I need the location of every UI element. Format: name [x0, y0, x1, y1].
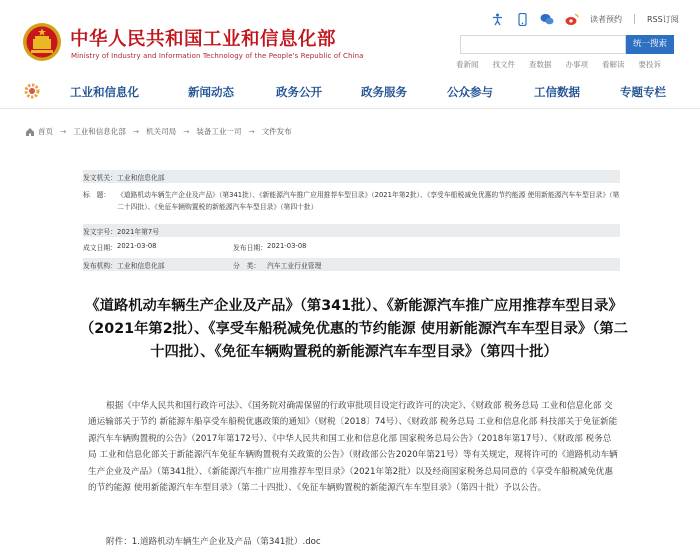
breadcrumb-separator: →	[132, 127, 140, 136]
nav-divider	[0, 108, 700, 109]
nav-item-data[interactable]: 工信数据	[534, 85, 580, 99]
breadcrumb-separator: →	[183, 127, 190, 136]
breadcrumb-current[interactable]: 文件发布	[261, 127, 292, 136]
accessibility-icon[interactable]	[490, 12, 504, 26]
nav-item-public-participation[interactable]: 公众参与	[447, 85, 493, 99]
meta-agency-cell	[83, 260, 233, 270]
quick-link[interactable]: 办事项	[565, 60, 588, 69]
meta-title: 《道路机动车辆生产企业及产品》（第341批）、《新能源汽车推广应用推荐车型目录》（2021年第2批）、《享受车船税减免优惠的节约能源 使用新能源汽车车型目录》（第二十四批）、《免征车辆购置税的新能源汽车车型目录》（第四十批）	[117, 191, 620, 211]
meta-row-dates	[83, 237, 620, 258]
home-gear-icon[interactable]	[22, 81, 42, 101]
nav-item-services[interactable]: 政务服务	[361, 85, 407, 99]
home-icon	[25, 127, 35, 137]
breadcrumb-link[interactable]: 机关司局	[146, 127, 177, 136]
quick-link[interactable]: 要投诉	[638, 60, 661, 69]
mobile-icon[interactable]	[515, 12, 529, 26]
nav-item-topics[interactable]: 专题专栏	[620, 85, 666, 99]
quick-link[interactable]: 看解读	[602, 60, 625, 69]
quick-link[interactable]: 看新闻	[456, 60, 479, 69]
nav-item-industry[interactable]: 工业和信息化	[70, 85, 139, 99]
article-body: 根据《中华人民共和国行政许可法》、《国务院对确需保留的行政审批项目设定行政许可的决定》、《财政部 税务总局 工业和信息化部 交通运输部关于节约 新能源车船享受车船税优惠政策的通知》（财税〔2018〕74号）、《财政部 税务总局 工业和信息化部 科技部关于免征新能源汽车车辆购置税的公告》（2017年第172号）、《中华人民共和国工业和信息化部 国家税务总局公告》（2018年第17号）、《财政部 税务总局 工业和信息化部关于新能源汽车免征车辆购置税有关政策的公告》（财政部公告2020年第21号）等有关规定，现将许可的《道路机动车辆生产企业及产品》（第341批）、《新能源汽车推广应用推荐车型目录》（2021年第2批）以及经商国家税务总局同意的《享受车船税减免优惠的节约能源 使用新能源汽车车型目录》（第二十四批）、《免征车辆购置税的新能源汽车车型目录》（第四十批）予以公告。	[88, 401, 618, 494]
quick-link[interactable]: 找文件	[492, 60, 515, 69]
breadcrumb-link[interactable]: 工业和信息化部	[73, 127, 126, 136]
meta-row-issuer	[83, 170, 620, 183]
meta-agency: 工业和信息化部	[117, 262, 165, 270]
breadcrumb-separator: →	[60, 127, 67, 136]
search-button[interactable]: 统一搜索	[626, 35, 674, 54]
nav-item-government-affairs[interactable]: 政务公开	[276, 85, 322, 99]
meta-category: 汽车工业行业管理	[267, 262, 322, 270]
meta-category-cell	[233, 260, 383, 270]
site-header	[0, 0, 700, 72]
meta-label: 成文日期：	[83, 244, 117, 252]
meta-label: 分 类：	[233, 262, 261, 270]
national-emblem-icon[interactable]	[22, 22, 62, 62]
quick-links	[456, 59, 675, 70]
rss-link[interactable]: RSS订阅	[647, 14, 679, 24]
main-nav	[0, 74, 700, 108]
meta-created-cell	[83, 242, 233, 252]
meta-published-date: 2021-03-08	[267, 242, 307, 250]
utility-bar	[490, 11, 691, 27]
search-input[interactable]	[460, 35, 626, 54]
article-title: 《道路机动车辆生产企业及产品》（第341批）、《新能源汽车推广应用推荐车型目录》（2021年第2批）、《享受车船税减免优惠的节约能源 使用新能源汽车车型目录》（第二十四批）、《免征车辆购置税的新能源汽车车型目录》（第四十批）	[80, 298, 628, 360]
meta-label: 发布日期：	[233, 244, 267, 252]
breadcrumb-separator: →	[248, 127, 255, 136]
site-subtitle: Ministry of Industry and Information Technology of the People's Republic of China	[71, 52, 364, 60]
quick-link[interactable]: 查数据	[529, 60, 552, 69]
meta-label: 标 题：	[83, 191, 111, 199]
meta-row-agency	[83, 258, 620, 271]
meta-published-cell	[233, 242, 383, 252]
meta-row-doc-no	[83, 224, 620, 237]
meta-label: 发文字号：	[83, 228, 117, 236]
breadcrumb	[25, 126, 292, 137]
elder-mode-link[interactable]: 读者预约	[590, 14, 622, 24]
weibo-icon[interactable]	[565, 12, 579, 26]
nav-item-news[interactable]: 新闻动态	[188, 85, 234, 99]
attachment-link[interactable]: 附件：1.道路机动车辆生产企业及产品（第341批）.doc	[106, 537, 321, 547]
document-metadata	[83, 170, 620, 271]
meta-label: 发布机构：	[83, 262, 117, 270]
meta-row-title	[83, 183, 620, 221]
wechat-icon[interactable]	[540, 12, 554, 26]
meta-doc-no: 2021年第7号	[117, 228, 160, 236]
breadcrumb-link[interactable]: 装备工业一司	[196, 127, 242, 136]
meta-label: 发文机关：	[83, 174, 117, 182]
meta-created-date: 2021-03-08	[117, 242, 157, 250]
breadcrumb-link[interactable]: 首页	[38, 127, 53, 136]
site-title[interactable]: 中华人民共和国工业和信息化部	[70, 29, 337, 50]
meta-issuer: 工业和信息化部	[117, 174, 165, 182]
utility-divider	[634, 14, 635, 24]
